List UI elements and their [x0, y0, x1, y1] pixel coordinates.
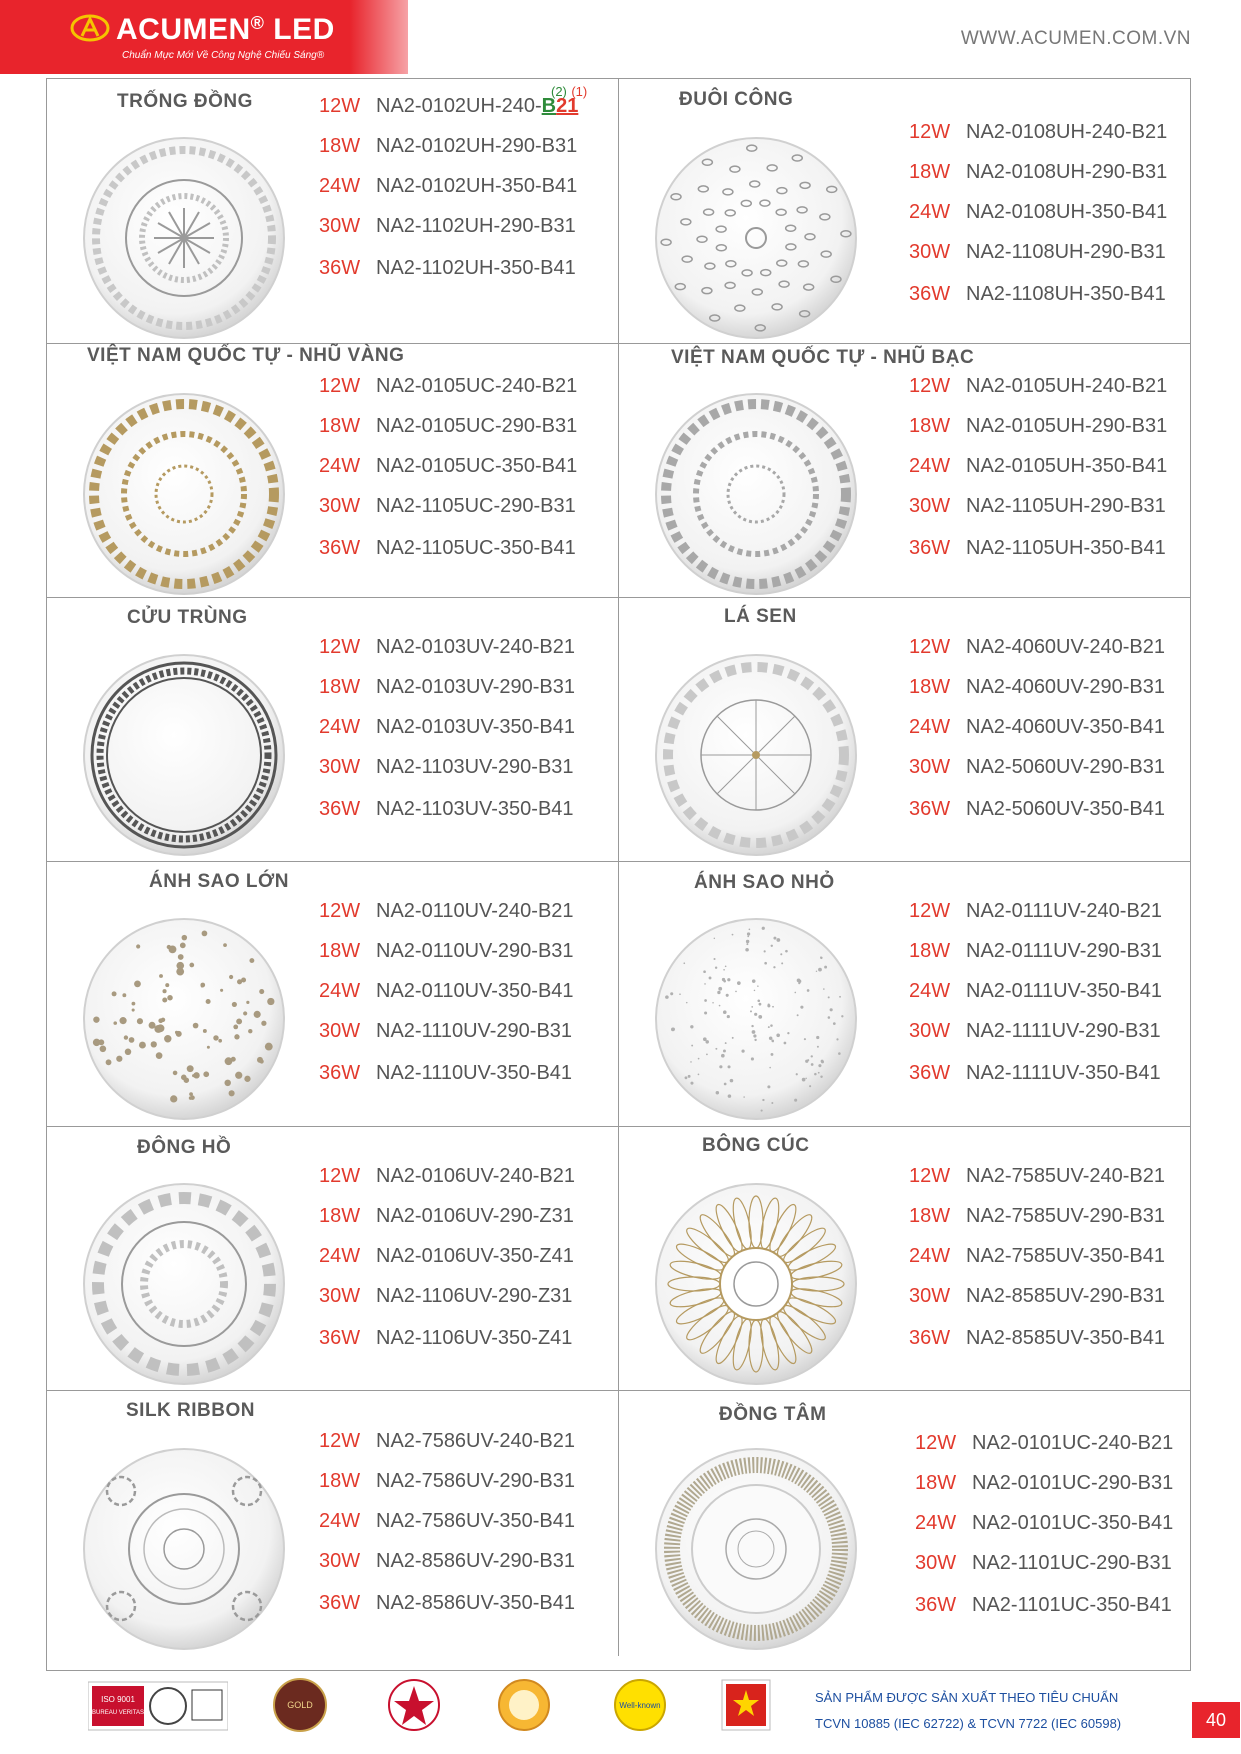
- model-row: [909, 1285, 1165, 1308]
- model-row: [319, 1245, 574, 1268]
- model-row: [319, 1205, 574, 1228]
- model-row: [909, 980, 1162, 1003]
- acumen-logo-icon: [70, 14, 110, 42]
- model-row: [915, 1512, 1173, 1535]
- product-name: ÁNH SAO LỚN: [149, 871, 289, 892]
- model-row: [319, 1550, 575, 1573]
- model-code: NA2-0106UV-290-Z31: [376, 1205, 574, 1227]
- model-code: NA2-0105UC-350-B41: [376, 455, 578, 477]
- model-code: NA2-0101UC-350-B41: [972, 1512, 1174, 1534]
- product-name: VIỆT NAM QUỐC TỰ - NHŨ BẠC: [671, 347, 975, 368]
- website-link[interactable]: WWW.ACUMEN.COM.VN: [960, 28, 1191, 49]
- model-code: NA2-0108UH-350-B41: [966, 201, 1168, 223]
- model-row: [319, 1510, 575, 1533]
- wattage: 36W: [319, 1592, 361, 1614]
- model-code: NA2-1105UC-350-B41: [376, 537, 576, 559]
- model-row: [319, 215, 576, 238]
- model-code: NA2-0110UV-290-B31: [376, 940, 574, 962]
- model-row: [909, 900, 1162, 923]
- model-code: NA2-0102UH-240-: [376, 95, 542, 117]
- wattage: 24W: [909, 455, 951, 477]
- wattage: 36W: [319, 1327, 361, 1349]
- model-code: NA2-4060UV-240-B21: [966, 636, 1166, 658]
- product-grid: [46, 78, 1191, 1671]
- wattage: 24W: [909, 201, 951, 223]
- product-cell: [47, 860, 619, 1127]
- product-cell: [619, 596, 1191, 862]
- model-code: NA2-1105UH-290-B31: [966, 495, 1166, 517]
- model-code: NA2-1101UC-350-B41: [972, 1594, 1172, 1616]
- model-row: [319, 636, 575, 659]
- well-known-brand-badge: [612, 1676, 668, 1734]
- product-name: LÁ SEN: [724, 606, 797, 627]
- model-code: NA2-0102UH-290-B31: [376, 135, 578, 157]
- model-row: [909, 375, 1167, 398]
- gold-label: GOLD: [287, 1700, 313, 1710]
- wattage: 18W: [909, 676, 951, 698]
- model-code: NA2-1105UH-350-B41: [966, 537, 1166, 559]
- wattage: 12W: [909, 375, 951, 397]
- model-row: [909, 940, 1162, 963]
- model-row: [909, 415, 1167, 438]
- note-1: (1): [571, 84, 588, 99]
- wattage: 30W: [909, 1285, 951, 1307]
- product-image: [81, 652, 287, 858]
- wattage: 12W: [319, 900, 361, 922]
- wattage: 30W: [909, 1020, 951, 1042]
- wattage: 18W: [319, 1205, 361, 1227]
- model-row: [915, 1432, 1173, 1455]
- brand-banner-fade: [350, 0, 408, 74]
- model-code: NA2-0111UV-350-B41: [966, 980, 1163, 1002]
- wattage: 36W: [319, 537, 361, 559]
- product-image: [653, 652, 859, 858]
- product-name: ĐÔNG HỒ: [137, 1137, 232, 1158]
- model-row: [319, 900, 574, 923]
- wattage: 18W: [319, 1470, 361, 1492]
- wattage: 18W: [319, 676, 361, 698]
- model-code: NA2-5060UV-290-B31: [966, 756, 1166, 778]
- product-image: [81, 391, 287, 597]
- model-code: NA2-0105UC-290-B31: [376, 415, 578, 437]
- model-row: [319, 676, 575, 699]
- model-code: NA2-0105UH-350-B41: [966, 455, 1168, 477]
- model-row: [319, 175, 577, 198]
- wattage: 36W: [319, 257, 361, 279]
- product-name: TRỐNG ĐỒNG: [117, 91, 253, 112]
- model-code: NA2-1105UC-290-B31: [376, 495, 576, 517]
- well-known-label: Well-known: [619, 1701, 661, 1710]
- model-row: [319, 1430, 575, 1453]
- wattage: 12W: [909, 1165, 951, 1187]
- model-row: [319, 495, 576, 518]
- wattage: 18W: [915, 1472, 957, 1494]
- vietnam-award-badge: [718, 1676, 774, 1734]
- model-row: [319, 1327, 572, 1350]
- model-code: NA2-0111UV-240-B21: [966, 900, 1163, 922]
- wattage: 30W: [319, 1020, 361, 1042]
- model-row: [319, 455, 577, 478]
- model-code: NA2-0101UC-290-B31: [972, 1472, 1174, 1494]
- model-code: NA2-1108UH-350-B41: [966, 283, 1166, 305]
- wattage: 18W: [909, 1205, 951, 1227]
- wattage: 12W: [909, 900, 951, 922]
- model-code: NA2-0110UV-350-B41: [376, 980, 574, 1002]
- wattage: 18W: [909, 940, 951, 962]
- wattage: 12W: [909, 636, 951, 658]
- model-code: NA2-1111UV-350-B41: [966, 1062, 1161, 1084]
- model-code: NA2-1103UV-290-B31: [376, 756, 574, 778]
- model-code: NA2-0101UC-240-B21: [972, 1432, 1174, 1454]
- model-row: [319, 1285, 572, 1308]
- model-row: [909, 676, 1165, 699]
- wattage: 18W: [319, 135, 361, 157]
- model-code: NA2-0103UV-290-B31: [376, 676, 576, 698]
- model-code: NA2-0102UH-350-B41: [376, 175, 578, 197]
- product-cell: [47, 1390, 619, 1656]
- model-row: [319, 716, 575, 739]
- model-code-size: 21: [556, 95, 579, 117]
- model-code: NA2-0105UC-240-B21: [376, 375, 578, 397]
- model-code: NA2-7585UV-350-B41: [966, 1245, 1166, 1267]
- product-cell: [619, 79, 1191, 344]
- wattage: 12W: [319, 1165, 361, 1187]
- model-row: [909, 756, 1165, 779]
- product-name: SILK RIBBON: [126, 1400, 255, 1421]
- wattage: 36W: [319, 798, 361, 820]
- wattage: 24W: [909, 980, 951, 1002]
- wattage: 36W: [909, 283, 951, 305]
- model-row: [319, 1470, 575, 1493]
- product-name: VIỆT NAM QUỐC TỰ - NHŨ VÀNG: [87, 345, 405, 366]
- product-image: [81, 135, 287, 341]
- wattage: 24W: [909, 1245, 951, 1267]
- model-code: NA2-1111UV-290-B31: [966, 1020, 1161, 1042]
- gold-trust-badge: [272, 1676, 328, 1734]
- model-row: [909, 537, 1166, 560]
- model-row: [909, 121, 1167, 144]
- model-code: NA2-8586UV-350-B41: [376, 1592, 576, 1614]
- product-cell: [619, 335, 1191, 598]
- model-code: NA2-7585UV-240-B21: [966, 1165, 1166, 1187]
- model-row: [909, 716, 1165, 739]
- model-code: NA2-0108UH-290-B31: [966, 161, 1168, 183]
- wattage: 12W: [319, 1430, 361, 1452]
- page-number: 40: [1192, 1702, 1240, 1738]
- wattage: 30W: [319, 1285, 361, 1307]
- model-code: NA2-1102UH-350-B41: [376, 257, 576, 279]
- wattage: 18W: [319, 415, 361, 437]
- model-row: [909, 495, 1166, 518]
- product-name: BÔNG CÚC: [702, 1135, 810, 1156]
- model-row: [909, 1205, 1165, 1228]
- wattage: 24W: [909, 716, 951, 738]
- model-row: [909, 455, 1167, 478]
- model-row: [319, 980, 574, 1003]
- model-code: NA2-5060UV-350-B41: [966, 798, 1166, 820]
- model-code: NA2-1106UV-350-Z41: [376, 1327, 573, 1349]
- model-row: [319, 375, 577, 398]
- model-code: NA2-7585UV-290-B31: [966, 1205, 1166, 1227]
- model-row: [319, 95, 578, 118]
- model-row: [909, 1020, 1161, 1043]
- wattage: 30W: [319, 756, 361, 778]
- wattage: 18W: [909, 415, 951, 437]
- model-row: [909, 1062, 1161, 1085]
- model-code-variant: B: [541, 95, 557, 117]
- product-cell: [47, 596, 619, 862]
- model-code: NA2-1106UV-290-Z31: [376, 1285, 573, 1307]
- wattage: 30W: [319, 215, 361, 237]
- model-row: [319, 1020, 572, 1043]
- model-code: NA2-1101UC-290-B31: [972, 1552, 1172, 1574]
- model-row: [909, 241, 1166, 264]
- model-row: [909, 1165, 1165, 1188]
- product-image: [653, 1446, 859, 1652]
- model-code: NA2-8585UV-290-B31: [966, 1285, 1166, 1307]
- product-image: [653, 135, 859, 341]
- brand-name: ACUMEN® LED: [116, 13, 335, 46]
- model-code: NA2-4060UV-290-B31: [966, 676, 1166, 698]
- product-cell: [619, 1390, 1191, 1656]
- product-cell: [47, 335, 619, 598]
- wattage: 12W: [319, 95, 361, 117]
- wattage: 12W: [319, 375, 361, 397]
- product-cell: [619, 1125, 1191, 1391]
- model-code: NA2-4060UV-350-B41: [966, 716, 1166, 738]
- wattage: 36W: [319, 1062, 361, 1084]
- wattage: 30W: [319, 1550, 361, 1572]
- model-code: NA2-0105UH-290-B31: [966, 415, 1168, 437]
- wattage: 12W: [319, 636, 361, 658]
- wattage: 18W: [909, 161, 951, 183]
- product-name: ÁNH SAO NHỎ: [694, 872, 835, 893]
- model-row: [909, 161, 1167, 184]
- note-2: (2): [551, 84, 567, 99]
- product-cell: [47, 1125, 619, 1391]
- product-name: ĐỒNG TÂM: [719, 1404, 827, 1425]
- wattage: 12W: [915, 1432, 957, 1454]
- wattage: 24W: [319, 1510, 361, 1532]
- wattage: 36W: [909, 537, 951, 559]
- model-code: NA2-0106UV-240-B21: [376, 1165, 576, 1187]
- model-code: NA2-0108UH-240-B21: [966, 121, 1168, 143]
- bureau-veritas-label: BUREAU VERITAS: [92, 1710, 144, 1716]
- standard-codes: TCVN 10885 (IEC 62722) & TCVN 7722 (IEC 60598): [815, 1716, 1122, 1731]
- model-code: NA2-8586UV-290-B31: [376, 1550, 576, 1572]
- model-code: NA2-0111UV-290-B31: [966, 940, 1163, 962]
- model-row: [319, 415, 577, 438]
- wattage: 24W: [319, 980, 361, 1002]
- model-code: NA2-1110UV-290-B31: [376, 1020, 573, 1042]
- product-name: ĐUÔI CÔNG: [679, 89, 794, 110]
- product-name: CỬU TRÙNG: [127, 607, 248, 628]
- product-cell: [619, 860, 1191, 1127]
- iso-certificate-badge: [88, 1676, 228, 1734]
- model-row: [319, 135, 577, 158]
- wattage: 24W: [915, 1512, 957, 1534]
- model-row: [909, 798, 1165, 821]
- model-code: NA2-1103UV-350-B41: [376, 798, 574, 820]
- wattage: 24W: [319, 175, 361, 197]
- wattage: 30W: [909, 756, 951, 778]
- model-row: [319, 940, 574, 963]
- model-row: [319, 798, 574, 821]
- model-row: [909, 636, 1165, 659]
- standard-statement: SẢN PHẨM ĐƯỢC SẢN XUẤT THEO TIÊU CHUẨN: [815, 1690, 1119, 1705]
- product-image: [81, 1446, 287, 1652]
- model-code: NA2-7586UV-350-B41: [376, 1510, 576, 1532]
- product-cell: [47, 79, 619, 344]
- model-row: [915, 1594, 1172, 1617]
- model-row: [909, 201, 1167, 224]
- model-row: [909, 1245, 1165, 1268]
- model-row: [319, 537, 576, 560]
- model-row: [319, 1062, 572, 1085]
- product-image: [653, 391, 859, 597]
- wattage: 36W: [909, 1062, 951, 1084]
- quality-star-badge: [386, 1676, 442, 1734]
- model-code: NA2-0110UV-240-B21: [376, 900, 574, 922]
- model-row: [915, 1552, 1172, 1575]
- wattage: 30W: [915, 1552, 957, 1574]
- wattage: 24W: [319, 716, 361, 738]
- iso-label: ISO 9001: [101, 1695, 135, 1704]
- model-code: NA2-7586UV-240-B21: [376, 1430, 576, 1452]
- model-row: [319, 1592, 575, 1615]
- model-code: NA2-0106UV-350-Z41: [376, 1245, 574, 1267]
- model-code: NA2-1102UH-290-B31: [376, 215, 576, 237]
- model-row: [909, 283, 1166, 306]
- model-code: NA2-7586UV-290-B31: [376, 1470, 576, 1492]
- wattage: 18W: [319, 940, 361, 962]
- product-image: [81, 1181, 287, 1387]
- wattage: 30W: [909, 241, 951, 263]
- model-code: NA2-0105UH-240-B21: [966, 375, 1168, 397]
- wattage: 30W: [909, 495, 951, 517]
- model-code: NA2-1108UH-290-B31: [966, 241, 1166, 263]
- brand-tagline: Chuẩn Mực Mới Về Công Nghệ Chiếu Sáng®: [122, 50, 325, 61]
- model-code: NA2-8585UV-350-B41: [966, 1327, 1166, 1349]
- model-row: [319, 1165, 575, 1188]
- model-code: NA2-0103UV-240-B21: [376, 636, 576, 658]
- model-row: [319, 257, 576, 280]
- product-image: [81, 916, 287, 1122]
- wattage: 24W: [319, 1245, 361, 1267]
- wattage: 36W: [909, 1327, 951, 1349]
- model-row: [915, 1472, 1173, 1495]
- wattage: 30W: [319, 495, 361, 517]
- model-code: NA2-0103UV-350-B41: [376, 716, 576, 738]
- model-row: [319, 756, 574, 779]
- brand-award-badge: [496, 1676, 552, 1734]
- wattage: 36W: [915, 1594, 957, 1616]
- model-code: NA2-1110UV-350-B41: [376, 1062, 573, 1084]
- wattage: 24W: [319, 455, 361, 477]
- wattage: 36W: [909, 798, 951, 820]
- product-image: [653, 916, 859, 1122]
- wattage: 12W: [909, 121, 951, 143]
- product-image: [653, 1181, 859, 1387]
- model-row: [909, 1327, 1165, 1350]
